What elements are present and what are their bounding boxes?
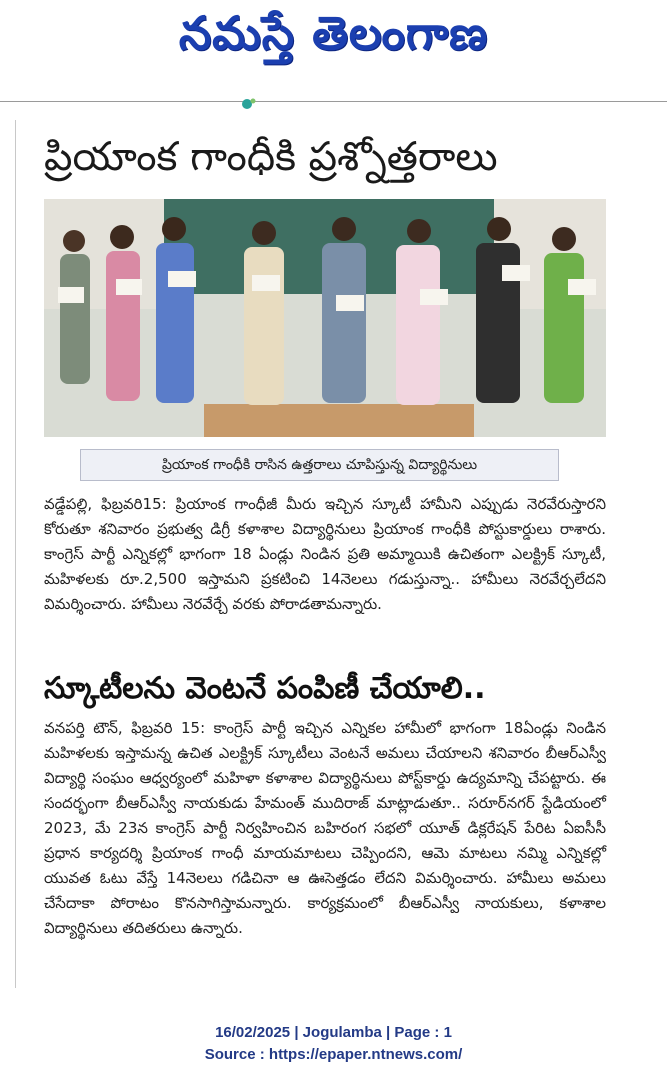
footer-source: Source : https://epaper.ntnews.com/ <box>204 1046 463 1063</box>
footer-date-edition: 16/02/2025 | Jogulamba | Page : 1 <box>215 1024 452 1041</box>
divider-ornament-icon <box>241 97 257 111</box>
newspaper-masthead <box>0 0 667 78</box>
page-footer <box>0 1022 667 1066</box>
column-border <box>15 120 16 988</box>
students-holding-postcards-photo <box>44 199 606 437</box>
article-subheading: స్కూటీలను వెంటనే పంపిణీ చేయాలి.. <box>44 671 486 706</box>
masthead-divider <box>0 101 667 102</box>
article-paragraph-1: వడ్డేపల్లి, ఫిబ్రవరి15: ప్రియాంక గాంధీజీ మీరు ఇచ్చిన స్కూటీ హామీని ఎప్పుడు నెరవేరుస్తారని కోరుతూ శనివారం ప్రభుత్వ డిగ్రీ కళాశాల విద్యార్థినులు ప్రియాంక గాంధీకి పోస్టుకార్డులు రాశారు. కాంగ్రెస్ పార్టీ ఎన్నికల్లో భాగంగా 18 ఏండ్లు నిండిన ప్రతి అమ్మాయికి ఉచితంగా ఎలక్ట్రిక్ స్కూటీ, మహిళలకు రూ.2,500 ఇస్తామని ప్రకటించి 14నెలలు గడుస్తున్నా.. హామీలు నెరవేర్చలేదని విమర్శించారు. హామీలు నెరవేర్చే వరకు పోరాడతామన్నారు. <box>44 495 606 613</box>
photo-caption: ప్రియాంక గాంధీకి రాసిన ఉత్తరాలు చూపిస్తున్న విద్యార్థినులు <box>80 449 559 481</box>
article-paragraph-2: వనపర్తి టౌన్, ఫిబ్రవరి 15: కాంగ్రెస్ పార్టీ ఇచ్చిన ఎన్నికల హామీలో భాగంగా 18ఏండ్లు నిండిన మహిళలకు ఇస్తామన్న ఉచిత ఎలక్ట్రిక్ స్కూటీలు వెంటనే అమలు చేయాలని శనివారం బీఆర్ఎస్వీ విద్యార్థి సంఘం ఆధ్వర్యంలో మహిళా కళాశాల విద్యార్థినులు పోస్ట్‌కార్డు ఉద్యమాన్ని చేపట్టారు. ఈ సందర్భంగా బీఆర్ఎస్వీ నాయకుడు హేమంత్ ముదిరాజ్ మాట్లాడుతూ.. సరూర్‌నగర్ స్టేడియంలో 2023, మే 23న కాంగ్రెస్ పార్టీ నిర్వహించిన బహిరంగ సభలో యూత్ డిక్లరేషన్ పేరిట ఏఐసీసీ ప్రధాన కార్యదర్శి ప్రియాంక గాంధీ మాయమాటలు చెప్పిందని, ఆమె మాటలు నమ్మి ఎన్నికల్లో యువత ఓటు వేస్తే 14నెలలు గడిచినా ఆ ఊసెత్తడం లేదని విమర్శించారు. హామీలు అమలు చేసేదాకా పోరాటం కొనసాగిస్తామన్నారు. కార్యక్రమంలో బీఆర్ఎస్వీ నాయకులు, కళాశాల విద్యార్థినులు తదితరులు ఉన్నారు. <box>44 719 606 937</box>
article-headline: ప్రియాంక గాంధీకి ప్రశ్నోత్తరాలు <box>44 134 498 180</box>
masthead-title: నమస్తే తెలంగాణ <box>178 6 489 60</box>
